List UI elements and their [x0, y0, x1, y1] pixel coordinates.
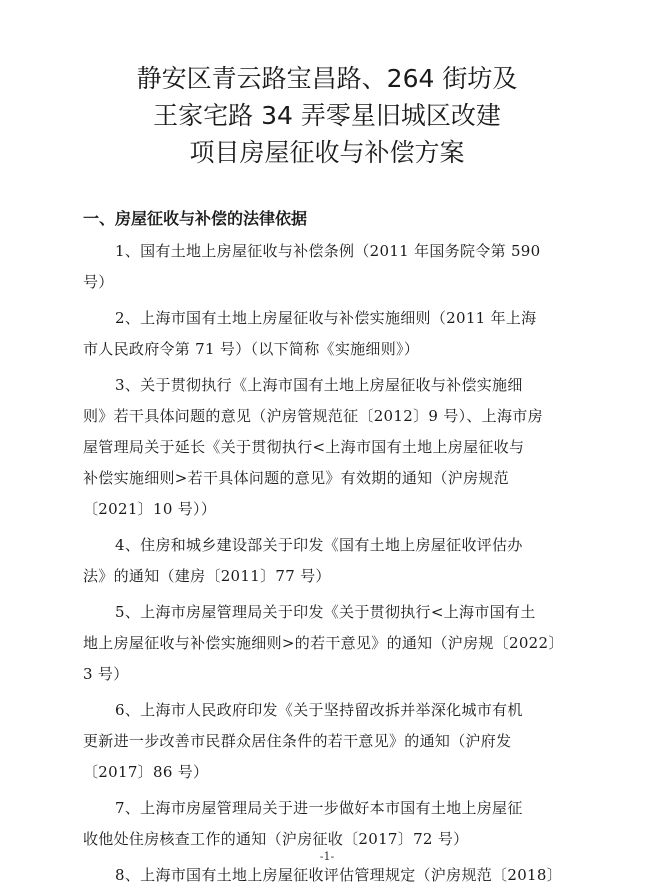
- list-item: [83, 793, 593, 855]
- legal-basis-list: [83, 236, 593, 896]
- item-line: 更新进一步改善市民群众居住条件的若干意见》的通知（沪府发: [83, 732, 512, 750]
- list-item: [83, 303, 593, 365]
- item-line: 屋管理局关于延长《关于贯彻执行<上海市国有土地上房屋征收与: [83, 438, 525, 456]
- list-item: [83, 597, 593, 690]
- document-title: [0, 60, 654, 171]
- item-line: 〔2021〕10 号））: [83, 500, 217, 518]
- item-line: 2、上海市国有土地上房屋征收与补偿实施细则（2011 年上海: [115, 309, 537, 327]
- item-line: 3 号）: [83, 665, 129, 683]
- list-item: [83, 530, 593, 592]
- title-line: 项目房屋征收与补偿方案: [189, 138, 465, 167]
- title-line: 静安区青云路宝昌路、264 街坊及: [136, 64, 518, 93]
- list-item: [83, 695, 593, 788]
- item-line: 6、上海市人民政府印发《关于坚持留改拆并举深化城市有机: [115, 701, 523, 719]
- item-line: 1、国有土地上房屋征收与补偿条例（2011 年国务院令第 590: [115, 242, 541, 260]
- item-line: 〔2017〕86 号）: [83, 763, 209, 781]
- item-line: 市人民政府令第 71 号）（以下简称《实施细则》）: [83, 340, 420, 358]
- item-line: 法》的通知（建房〔2011〕77 号）: [83, 567, 331, 585]
- item-line: 8、上海市国有土地上房屋征收评估管理规定（沪房规范〔2018〕: [115, 866, 563, 884]
- item-line: 补偿实施细则>若干具体问题的意见》有效期的通知（沪房规范: [83, 469, 509, 487]
- item-line: 收他处住房核查工作的通知（沪房征收〔2017〕72 号）: [83, 830, 469, 848]
- item-line: 5、上海市房屋管理局关于印发《关于贯彻执行<上海市国有土: [115, 603, 536, 621]
- item-line: 则》若干具体问题的意见（沪房管规范征〔2012〕9 号）、上海市房: [83, 407, 543, 425]
- item-line: 地上房屋征收与补偿实施细则>的若干意见》的通知（沪房规〔2022〕: [83, 634, 564, 652]
- item-line: 4、住房和城乡建设部关于印发《国有土地上房屋征收评估办: [115, 536, 523, 554]
- section-heading: 一、房屋征收与补偿的法律依据: [83, 209, 308, 228]
- item-line: 号）: [83, 273, 114, 291]
- list-item: [83, 236, 593, 298]
- title-line: 王家宅路 34 弄零星旧城区改建: [153, 101, 501, 130]
- page-number: -1-: [319, 850, 335, 863]
- item-line: 3、关于贯彻执行《上海市国有土地上房屋征收与补偿实施细: [115, 376, 523, 394]
- list-item: [83, 370, 593, 525]
- item-line: 7、上海市房屋管理局关于进一步做好本市国有土地上房屋征: [115, 799, 523, 817]
- list-item: [83, 860, 593, 891]
